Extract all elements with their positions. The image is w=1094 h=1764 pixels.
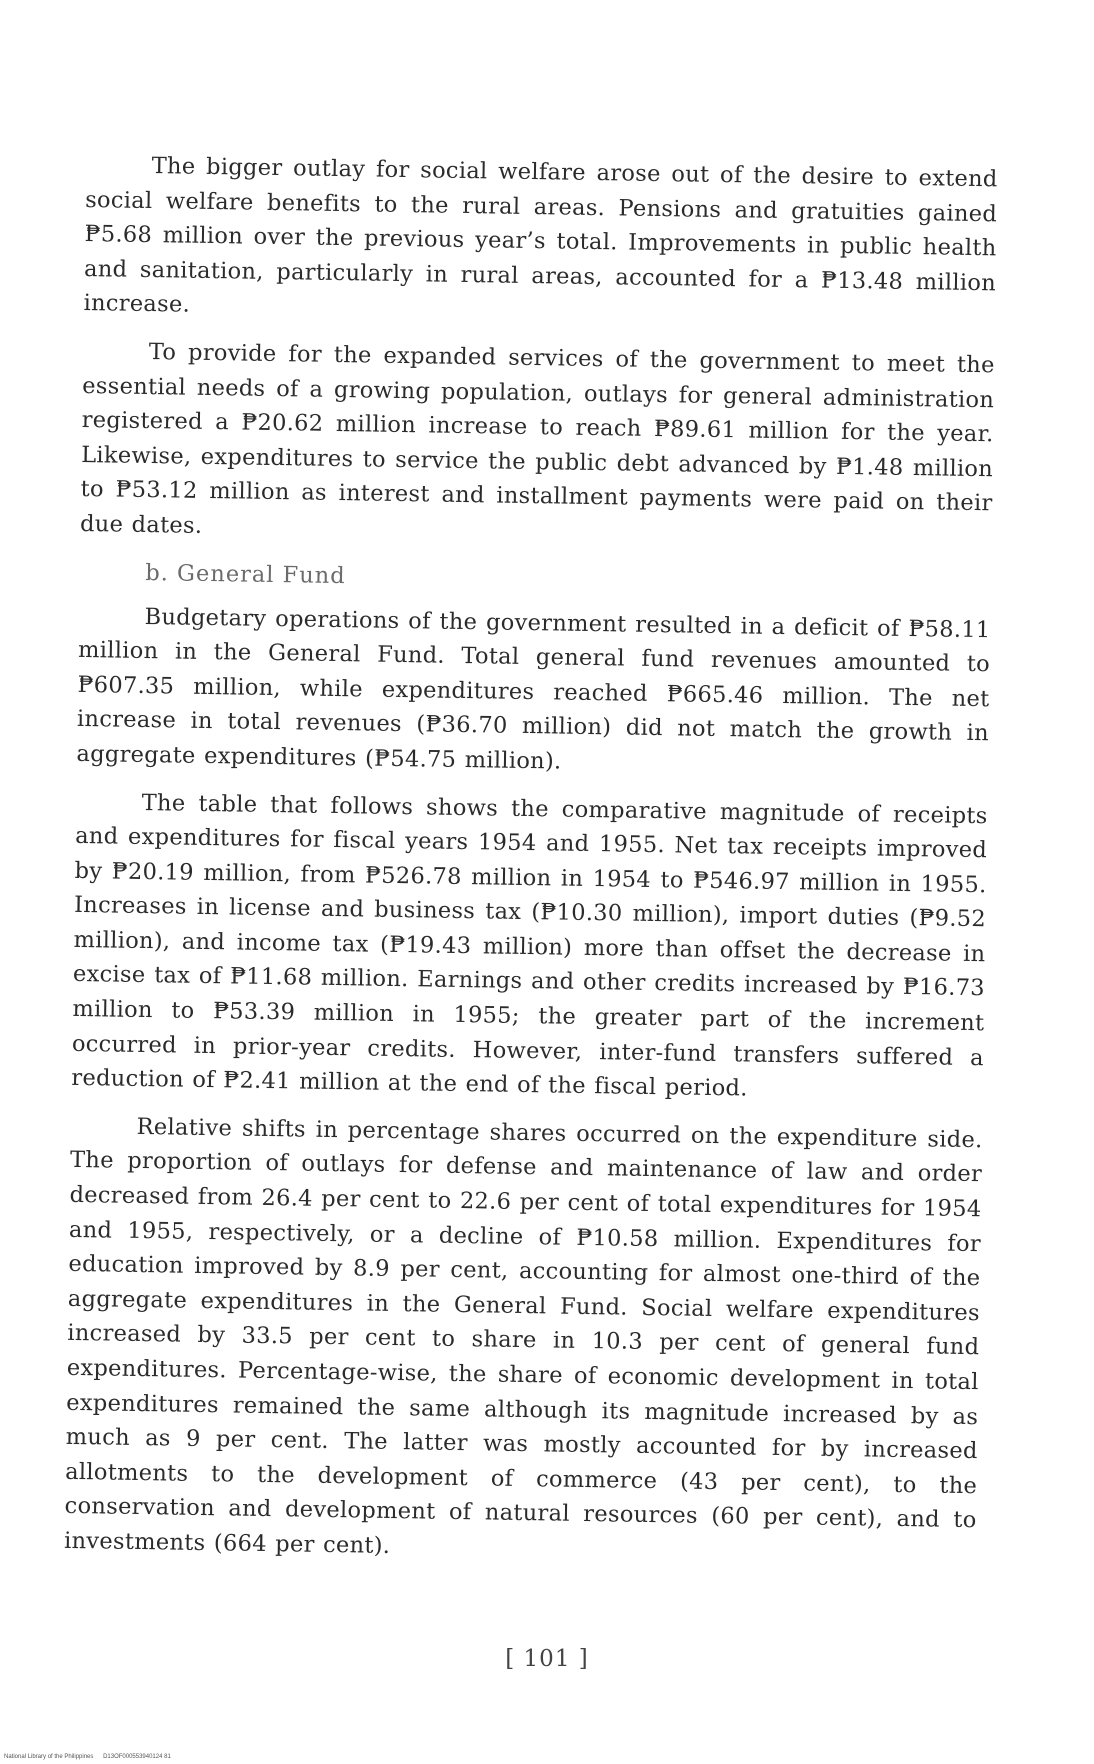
paragraph-social-welfare: The bigger outlay for social welfare arose out of the desire to extend social welfare benefits to the rural areas. Pensions and gratuities gained ₱5.68 million over the previous year’s total. Improvements in public health and sanitation, particularly in rural areas, accounted for a ₱13.48 million increase. [83, 153, 998, 319]
paragraph-general-administration: To provide for the expanded services of the government to meet the essential needs of a growing population, outlays for general administration registered a ₱20.62 million increase to reach ₱89.61 million for the year. Likewise, expenditures to service the public debt advanced by ₱1.48 million to ₱53.12 million as interest and installment payments were paid on their due dates. [79, 338, 995, 539]
scan-footer [4, 1754, 179, 1760]
paragraph-budgetary-operations: Budgetary operations of the government resulted in a deficit of ₱58.11 million in the General Fund. Total general fund revenues amounted to ₱607.35 million, while expenditures reached ₱665.46 million. The net increase in total revenues (₱36.70 million) did not match the growth in aggregate expenditures (₱54.75 million). [76, 603, 991, 775]
scan-footer-code: D13OF000553940124 81 [103, 1754, 171, 1760]
section-heading-general-fund: b. General Fund [145, 559, 346, 589]
paragraph-receipts-comparison: The table that follows shows the comparative magnitude of receipts and expenditures for fiscal years 1954 and 1955. Net tax receipts improved by ₱20.19 million, from ₱526.78 million in 1954 to ₱546.97 million in 1955. Increases in license and business tax (₱10.30 million), import duties (₱9.52 million), and income tax (₱19.43 million) more than offset the decrease in excise tax of ₱11.68 million. Earnings and other credits increased by ₱16.73 million to ₱53.39 million in 1955; the greater part of the increment occurred in prior-year credits. However, inter-fund transfers suffered a reduction of ₱2.41 million at the end of the fiscal period. [71, 789, 988, 1102]
paragraph-expenditure-shifts: Relative shifts in percentage shares occurred on the expenditure side. The proportion of outlays for defense and maintenance of law and order decreased from 26.4 per cent to 22.6 per cent of total expenditures for 1954 and 1955, respectively, or a decline of ₱10.58 million. Expenditures for education improved by 8.9 per cent, accounting for almost one-third of the aggregate expenditures in the General Fund. Social welfare expenditures increased by 33.5 per cent to share in 10.3 per cent of general fund expenditures. Percentage-wise, the share of economic development in total expenditures remained the same although its magnitude increased by as much as 9 per cent. The latter was mostly accounted for by increased allotments to the development of commerce (43 per cent), to the conservation and development of natural resources (60 per cent), and to investments (664 per cent). [63, 1113, 983, 1559]
page-number: [ 101 ] [505, 1646, 589, 1672]
scan-footer-library: National Library of the Philippines [4, 1754, 94, 1760]
document-body [64, 148, 998, 1586]
